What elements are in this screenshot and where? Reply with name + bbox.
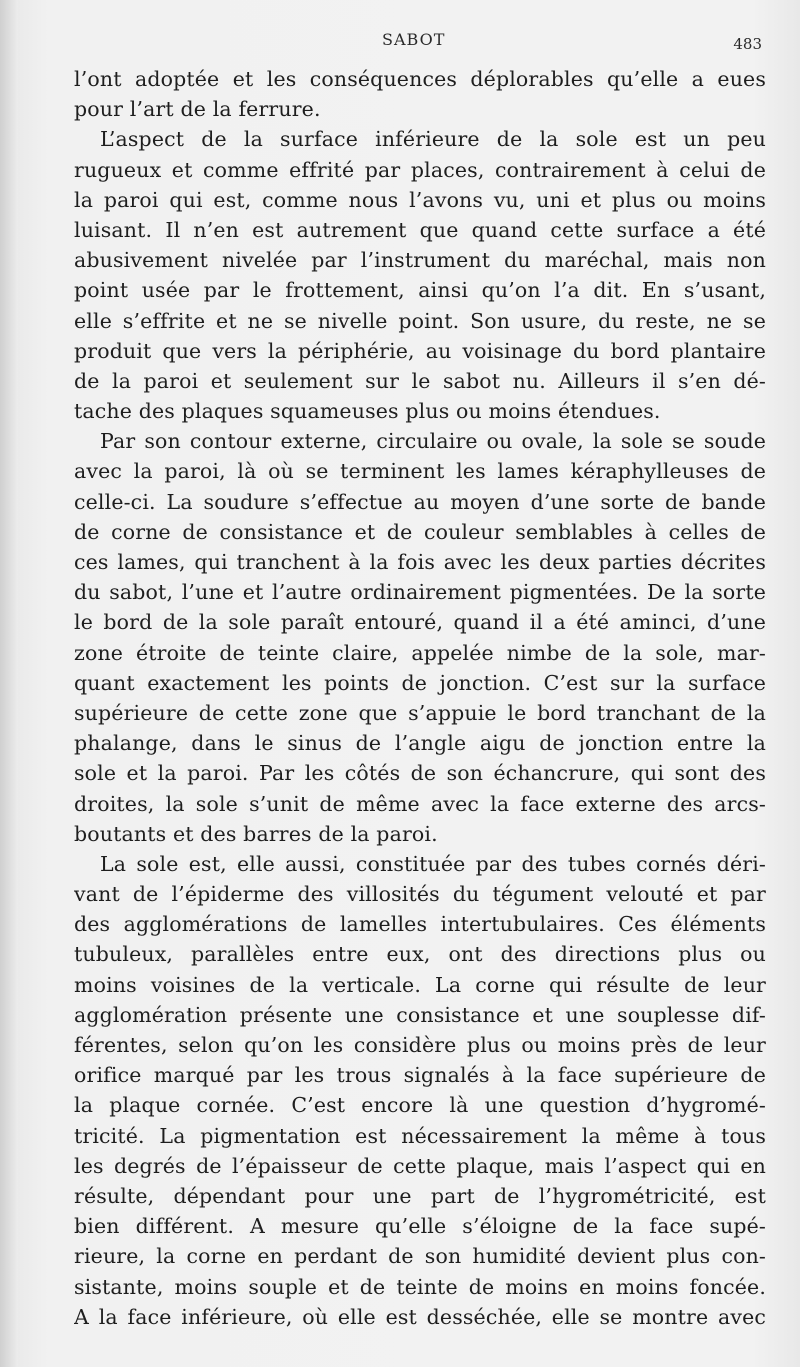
paragraph-1	[74, 64, 766, 124]
text-line: du sabot, l’une et l’autre ordinairement pigmentées. De la sorte	[74, 580, 766, 605]
text-line: des agglomérations de lamelles intertubulaires. Ces éléments	[74, 912, 766, 937]
text-line: avec la paroi, là où se terminent les lames kéraphylleuses de	[74, 459, 766, 484]
text-line: A la face inférieure, où elle est desséchée, elle se montre avec	[74, 1304, 766, 1329]
page-number: 483	[733, 35, 762, 53]
page-header	[0, 30, 800, 56]
text-line: la paroi qui est, comme nous l’avons vu, uni et plus ou moins	[74, 187, 766, 212]
text-line: point usée par le frottement, ainsi qu’on l’a dit. En s’usant,	[74, 278, 766, 303]
text-line: produit que vers la périphérie, au voisinage du bord plantaire	[74, 338, 766, 363]
text-line: rieure, la corne en perdant de son humidité devient plus con-	[74, 1244, 766, 1269]
text-line: vant de l’épiderme des villosités du tégument velouté et par	[74, 882, 766, 907]
text-line: L’aspect de la surface inférieure de la sole est un peu	[100, 127, 766, 152]
text-line: Par son contour externe, circulaire ou ovale, la sole se soude	[100, 429, 766, 454]
text-line: boutants et des barres de la paroi.	[74, 821, 438, 846]
text-line: moins voisines de la verticale. La corne qui résulte de leur	[74, 972, 766, 997]
text-line: sole et la paroi. Par les côtés de son échancrure, qui sont des	[74, 761, 766, 786]
text-line: bien différent. A mesure qu’elle s’éloigne de la face supé-	[74, 1214, 766, 1239]
text-line: abusivement nivelée par l’instrument du maréchal, mais non	[74, 248, 766, 273]
text-line: phalange, dans le sinus de l’angle aigu de jonction entre la	[74, 731, 766, 756]
text-line: sistante, moins souple et de teinte de moins en moins foncée.	[74, 1274, 766, 1299]
text-line: de corne de consistance et de couleur semblables à celles de	[74, 519, 766, 544]
text-line: tubuleux, parallèles entre eux, ont des directions plus ou	[74, 942, 766, 967]
text-line: ces lames, qui tranchent à la fois avec les deux parties décrites	[74, 550, 766, 574]
text-line: férentes, selon qu’on les considère plus ou moins près de leur	[74, 1033, 766, 1057]
text-line: le bord de la sole paraît entouré, quand il a été aminci, d’une	[74, 610, 766, 635]
text-line: tricité. La pigmentation est nécessairement la même à tous	[74, 1123, 766, 1148]
text-line: rugueux et comme effrité par places, contrairement à celui de	[74, 157, 766, 182]
text-line: quant exactement les points de jonction. C’est sur la surface	[74, 670, 766, 695]
text-line: de la paroi et seulement sur le sabot nu. Ailleurs il s’en dé-	[74, 368, 766, 393]
text-line: pour l’art de la ferrure.	[74, 97, 321, 122]
text-line: l’ont adoptée et les conséquences déplorables qu’elle a eues	[74, 67, 766, 91]
paragraph-4	[74, 849, 766, 1332]
text-line: droites, la sole s’unit de même avec la face externe des arcs-	[74, 791, 766, 816]
page-gutter-shadow	[0, 0, 18, 1367]
text-line: les degrés de l’épaisseur de cette plaque, mais l’aspect qui en	[74, 1153, 766, 1178]
text-line: supérieure de cette zone que s’appuie le bord tranchant de la	[74, 700, 766, 725]
body-text	[74, 64, 766, 1332]
running-head: SABOT	[382, 30, 446, 49]
text-line: celle-ci. La soudure s’effectue au moyen d’une sorte de bande	[74, 489, 766, 514]
text-line: luisant. Il n’en est autrement que quand cette surface a été	[74, 217, 766, 242]
text-line: elle s’effrite et ne se nivelle point. Son usure, du reste, ne se	[74, 308, 766, 333]
text-line: zone étroite de teinte claire, appelée nimbe de la sole, mar-	[74, 640, 766, 665]
paragraph-3	[74, 426, 766, 849]
text-line: la plaque cornée. C’est encore là une question d’hygromé-	[74, 1093, 766, 1118]
text-line: agglomération présente une consistance et une souplesse dif-	[74, 1002, 766, 1027]
paragraph-2	[74, 124, 766, 426]
text-line: résulte, dépendant pour une part de l’hygrométricité, est	[74, 1183, 766, 1208]
text-line: tache des plaques squameuses plus ou moins étendues.	[74, 399, 661, 424]
text-line: orifice marqué par les trous signalés à la face supérieure de	[74, 1063, 766, 1088]
text-line: La sole est, elle aussi, constituée par des tubes cornés déri-	[100, 851, 766, 876]
